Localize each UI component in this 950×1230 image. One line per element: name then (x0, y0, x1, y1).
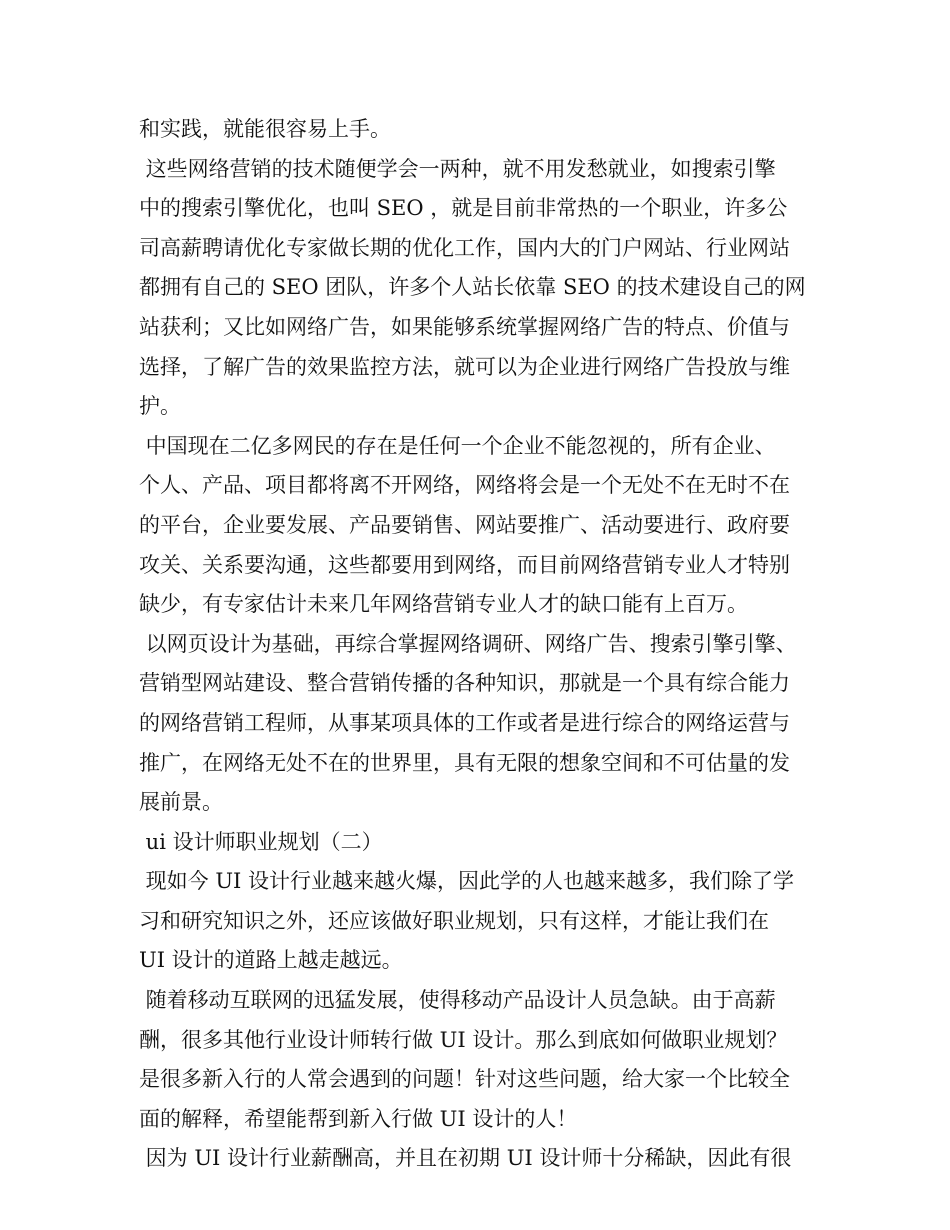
text-line: 站获利；又比如网络广告，如果能够系统掌握网络广告的特点、价值与 (139, 314, 790, 339)
text-line: 习和研究知识之外，还应该做好职业规划，只有这样，才能让我们在 (139, 908, 769, 933)
text-line: 酬，很多其他行业设计师转行做 UI 设计。那么到底如何做职业规划？ (139, 1027, 788, 1052)
text-line: 现如今 UI 设计行业越来越火爆，因此学的人也越来越多，我们除了学 (139, 869, 795, 894)
text-line: 展前景。 (139, 790, 223, 815)
text-line: 这些网络营销的技术随便学会一两种，就不用发愁就业，如搜索引擎 (139, 156, 776, 181)
text-line: 护。 (139, 394, 181, 419)
text-line: 中国现在二亿多网民的存在是任何一个企业不能忽视的，所有企业、 (139, 433, 776, 458)
text-line: 都拥有自己的 SEO 团队，许多个人站长依靠 SEO 的技术建设自己的网 (139, 275, 806, 300)
section-heading: ui 设计师职业规划（二） (139, 829, 383, 854)
text-line: 缺少，有专家估计未来几年网络营销专业人才的缺口能有上百万。 (139, 592, 748, 617)
text-line: 中的搜索引擎优化，也叫 SEO ，就是目前非常热的一个职业，许多公 (139, 196, 788, 221)
text-line: 的平台，企业要发展、产品要销售、网站要推广、活动要进行、政府要 (139, 512, 790, 537)
text-line: 个人、产品、项目都将离不开网络，网络将会是一个无处不在无时不在 (139, 473, 790, 498)
text-line: 营销型网站建设、整合营销传播的各种知识，那就是一个具有综合能力 (139, 671, 790, 696)
text-line: 因为 UI 设计行业薪酬高，并且在初期 UI 设计师十分稀缺，因此有很 (139, 1146, 792, 1171)
text-line: 以网页设计为基础，再综合掌握网络调研、网络广告、搜索引擎引擎、 (139, 631, 797, 656)
text-line: 选择，了解广告的效果监控方法，就可以为企业进行网络广告投放与维 (139, 354, 790, 379)
text-line: 面的解释，希望能帮到新入行做 UI 设计的人！ (139, 1106, 578, 1131)
text-line: 是很多新入行的人常会遇到的问题！针对这些问题，给大家一个比较全 (139, 1067, 790, 1092)
text-line: 的网络营销工程师，从事某项具体的工作或者是进行综合的网络运营与 (139, 710, 790, 735)
text-line: UI 设计的道路上越走越远。 (139, 948, 403, 973)
text-line: 攻关、关系要沟通，这些都要用到网络，而目前网络营销专业人才特别 (139, 552, 790, 577)
body-text (139, 110, 829, 1179)
text-line: 随着移动互联网的迅猛发展，使得移动产品设计人员急缺。由于高薪 (139, 988, 776, 1013)
text-line: 推广，在网络无处不在的世界里，具有无限的想象空间和不可估量的发 (139, 750, 790, 775)
text-line: 和实践，就能很容易上手。 (139, 117, 391, 141)
text-line: 司高薪聘请优化专家做长期的优化工作，国内大的门户网站、行业网站 (139, 235, 790, 260)
